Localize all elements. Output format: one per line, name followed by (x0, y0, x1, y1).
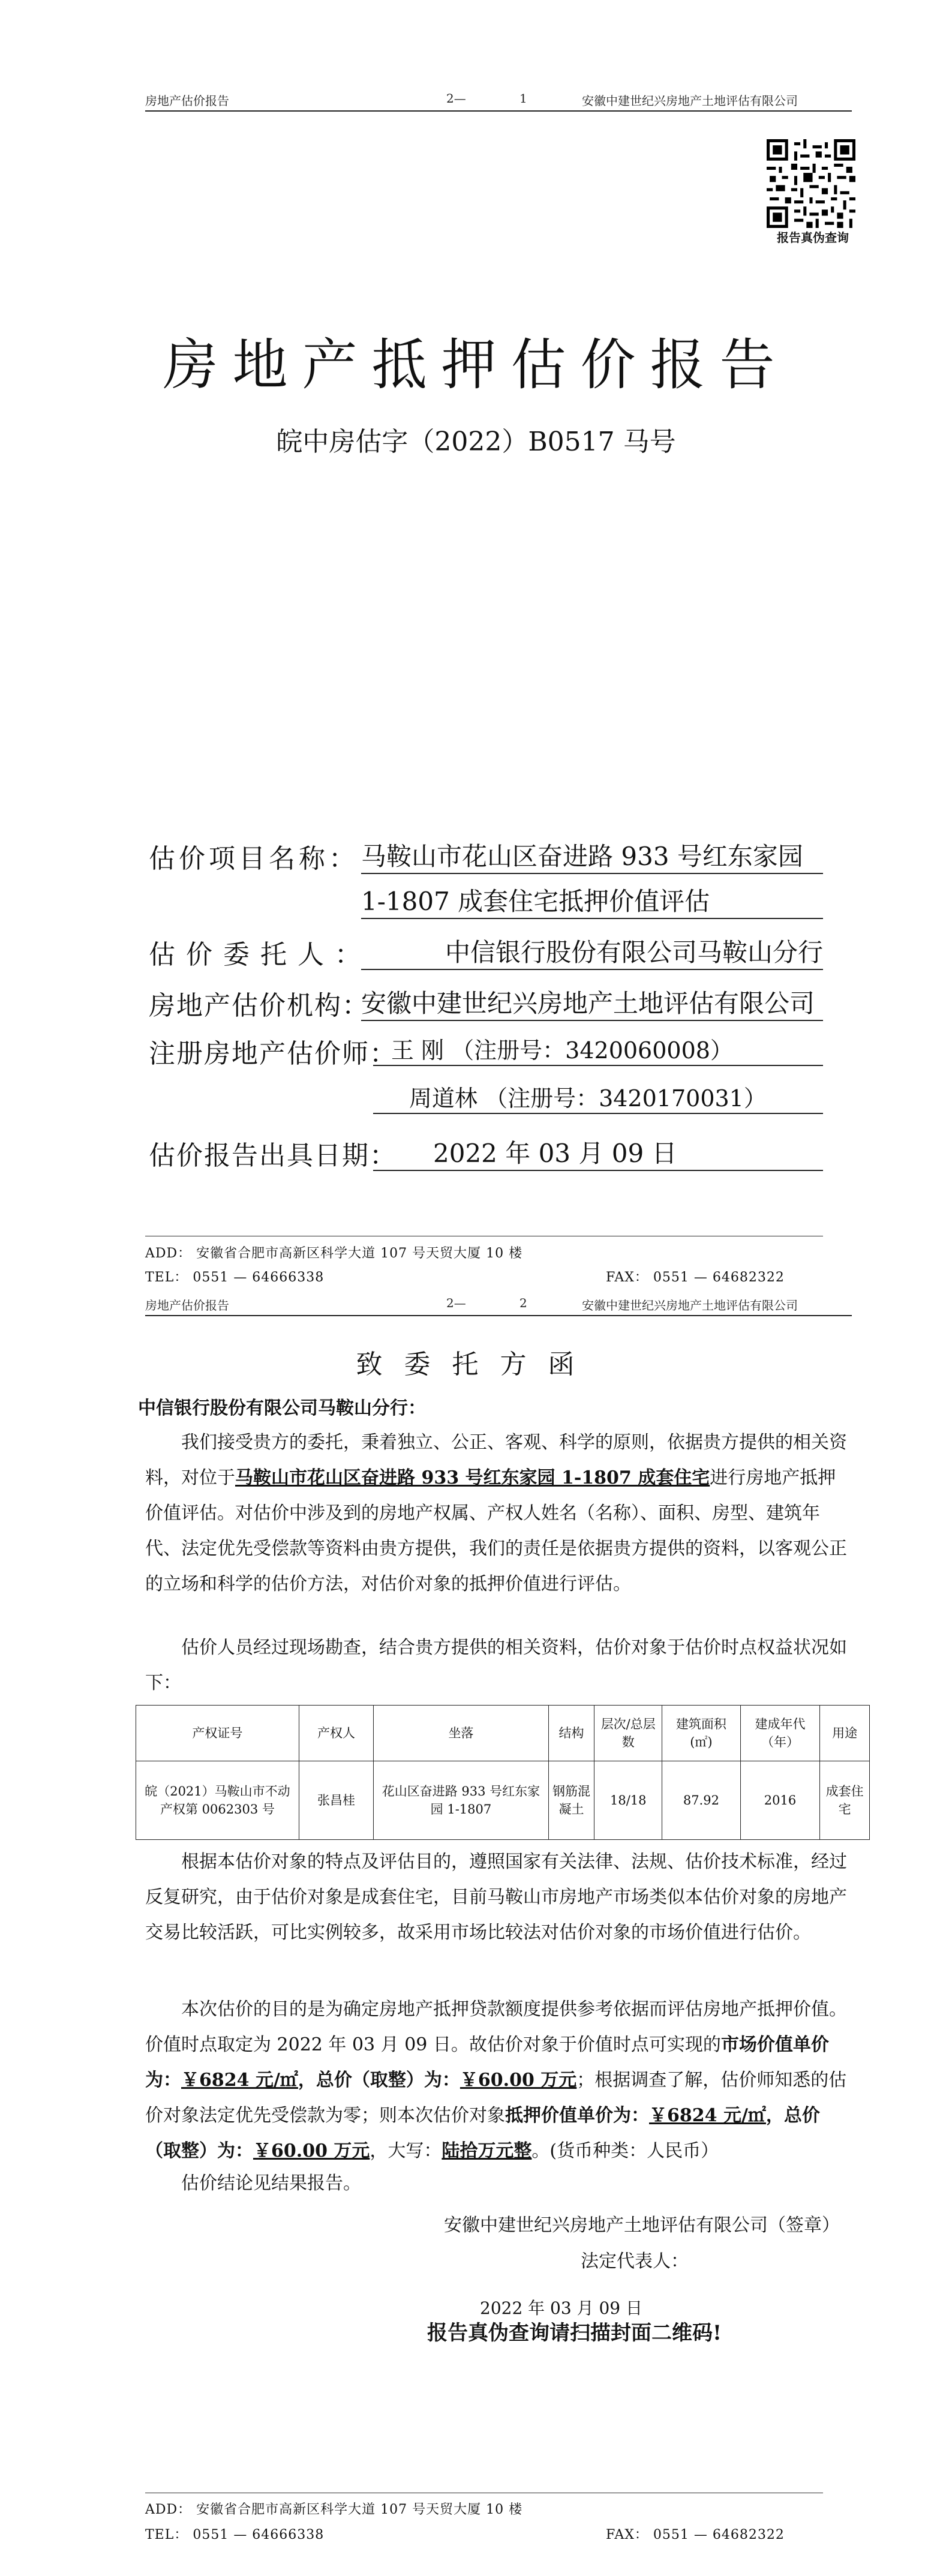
verify-note: 报告真伪查询请扫描封面二维码! (427, 2321, 722, 2345)
cell-owner: 张昌桂 (299, 1761, 373, 1840)
sign-representative: 法定代表人： (581, 2251, 689, 2272)
cell-location: 花山区奋进路 933 号红东家园 1-1807 (374, 1761, 548, 1840)
client-value: 中信银行股份有限公司马鞍山分行 (361, 933, 823, 970)
p4-mortgage-unit-label: 抵押价值单价为： (505, 2105, 649, 2126)
p4-market-unit-price: ￥6824 元/㎡ (181, 2070, 298, 2091)
header-company-2: 安徽中建世纪兴房地产土地评估有限公司 (582, 1298, 798, 1313)
report-date-value: 2022 年 03 月 09 日 (373, 1134, 823, 1171)
appraiser-label: 注册房地产估价师： (149, 1038, 397, 1069)
header-page-left: 2— (446, 91, 466, 106)
footer-tel-2: TEL： 0551 — 64666338 (145, 2527, 325, 2542)
report-number: 皖中房估字（2022）B0517 马号 (276, 427, 676, 457)
agency-label: 房地产估价机构： (149, 990, 370, 1021)
p4-text: 本次估价的目的是为确定房地产抵押贷款额度提供参考依据而评估房地产抵押价值。价值时点取定为 2022 年 03 月 09 日。故估价对象于价值时点可实现的 (145, 1999, 847, 2055)
qr-caption: 报告真伪查询 (777, 230, 849, 245)
p1-text: 我们接受贵方的委托，秉着独立、公正、客观、科学的原则，依据贵方提供的相关资料，对位于 (145, 1432, 847, 1488)
header-page-right-2: 2 (519, 1296, 527, 1310)
table-header: 结构 (548, 1706, 594, 1761)
letter-paragraph-4 (145, 1992, 850, 2169)
letter-paragraph-1 (145, 1425, 850, 1602)
header-left: 房地产估价报告 (145, 94, 229, 108)
letter-paragraph-2: 估价人员经过现场勘查，结合贵方提供的相关资料，估价对象于估价时点权益状况如下： (145, 1637, 847, 1694)
header-left-2: 房地产估价报告 (145, 1298, 229, 1313)
table-header: 产权证号 (136, 1706, 299, 1761)
letter-salutation: 中信银行股份有限公司马鞍山分行： (138, 1398, 426, 1419)
header-page-left-2: 2— (446, 1296, 466, 1310)
p4-comma: ， (298, 2070, 316, 2091)
header-page-right: 1 (519, 91, 527, 106)
header-company: 安徽中建世纪兴房地产土地评估有限公司 (582, 94, 798, 108)
cell-year: 2016 (740, 1761, 820, 1840)
p4-market-unit-label: 市场价值单价为： (145, 2034, 829, 2091)
project-name-label: 估价项目名称： (149, 843, 359, 874)
footer-fax-2: FAX： 0551 — 64682322 (606, 2527, 785, 2542)
report-date-label: 估价报告出具日期： (149, 1140, 397, 1171)
cell-area: 87.92 (662, 1761, 741, 1840)
qr-code-icon[interactable] (767, 139, 855, 228)
p4-comma-2: ， (765, 2105, 784, 2126)
letter-title: 致委托方函 (356, 1349, 596, 1380)
appraiser-2: 周道林 （注册号：3420170031） (373, 1080, 823, 1114)
p4-mortgage-unit-price: ￥6824 元/㎡ (649, 2105, 766, 2126)
footer-address: ADD： 安徽省合肥市高新区科学大道 107 号天贸大厦 10 楼 (145, 1246, 523, 1261)
table-header: 建成年代（年） (740, 1706, 820, 1761)
report-title: 房地产抵押估价报告 (163, 333, 789, 397)
appraiser-1: 王 刚 （注册号：3420060008） (373, 1032, 823, 1066)
letter-paragraph-5: 估价结论见结果报告。 (181, 2173, 361, 2194)
letter-paragraph-3: 根据本估价对象的特点及评估目的，遵照国家有关法律、法规、估价技术标准，经过反复研究，由于估价对象是成套住宅，目前马鞍山市房地产市场类似本估价对象的房地产交易比较活跃，可比实例较多，故采用市场比较法对估价对象的市场价值进行估价。 (145, 1851, 847, 1943)
p1-text-2: 进行房地产抵押价值评估。对估价中涉及到的房地产权属、产权人姓名（名称）、面积、房型、建筑年代、法定优先受偿款等资料由贵方提供，我们的责任是依据贵方提供的资料，以客观公正的立场和科学的估价方法，对估价对象的抵押价值进行评估。 (145, 1467, 847, 1595)
p4-capital-amount: 陆拾万元整 (442, 2140, 532, 2161)
property-table (136, 1705, 870, 1840)
p4-market-total: ￥60.00 万元 (460, 2070, 577, 2091)
project-name-line1: 马鞍山市花山区奋进路 933 号红东家园 (361, 837, 823, 874)
sign-company: 安徽中建世纪兴房地产土地评估有限公司（签章） (444, 2215, 840, 2236)
agency-value: 安徽中建世纪兴房地产土地评估有限公司 (361, 984, 823, 1021)
footer-address-2: ADD： 安徽省合肥市高新区科学大道 107 号天贸大厦 10 楼 (145, 2502, 523, 2517)
p1-address: 马鞍山市花山区奋进路 933 号红东家园 1-1807 成套住宅 (235, 1467, 710, 1488)
header-rule (145, 110, 852, 112)
cell-usage: 成套住宅 (820, 1761, 870, 1840)
table-header-row (136, 1706, 870, 1761)
table-header: 坐落 (374, 1706, 548, 1761)
cell-cert-no: 皖（2021）马鞍山市不动产权第 0062303 号 (136, 1761, 299, 1840)
table-header: 层次/总层数 (594, 1706, 662, 1761)
header-rule-2 (145, 1315, 852, 1316)
client-label: 估 价 委 托 人 ： (149, 939, 362, 970)
cell-floor: 18/18 (594, 1761, 662, 1840)
footer-fax: FAX： 0551 — 64682322 (606, 1270, 785, 1285)
p4-market-total-label: 总价（取整）为： (316, 2070, 460, 2091)
p4-capital-label: ，大写： (370, 2140, 442, 2161)
table-header: 用途 (820, 1706, 870, 1761)
table-header: 建筑面积(㎡) (662, 1706, 741, 1761)
table-row (136, 1761, 870, 1840)
footer-tel: TEL： 0551 — 64666338 (145, 1270, 325, 1285)
cell-structure: 钢筋混凝土 (548, 1761, 594, 1840)
table-header: 产权人 (299, 1706, 373, 1761)
p4-mortgage-total: ￥60.00 万元 (253, 2140, 370, 2161)
p4-mortgage-total-label: 总价（取整）为： (145, 2105, 820, 2161)
sign-date: 2022 年 03 月 09 日 (480, 2298, 643, 2318)
p4-currency: 。(货币种类：人民币） (531, 2140, 719, 2161)
project-name-line2: 1-1807 成套住宅抵押价值评估 (361, 882, 823, 919)
p4-text-2: ；根据调查了解，估价师知悉的估价对象法定优先受偿款为零；则本次估价对象 (145, 2070, 847, 2126)
